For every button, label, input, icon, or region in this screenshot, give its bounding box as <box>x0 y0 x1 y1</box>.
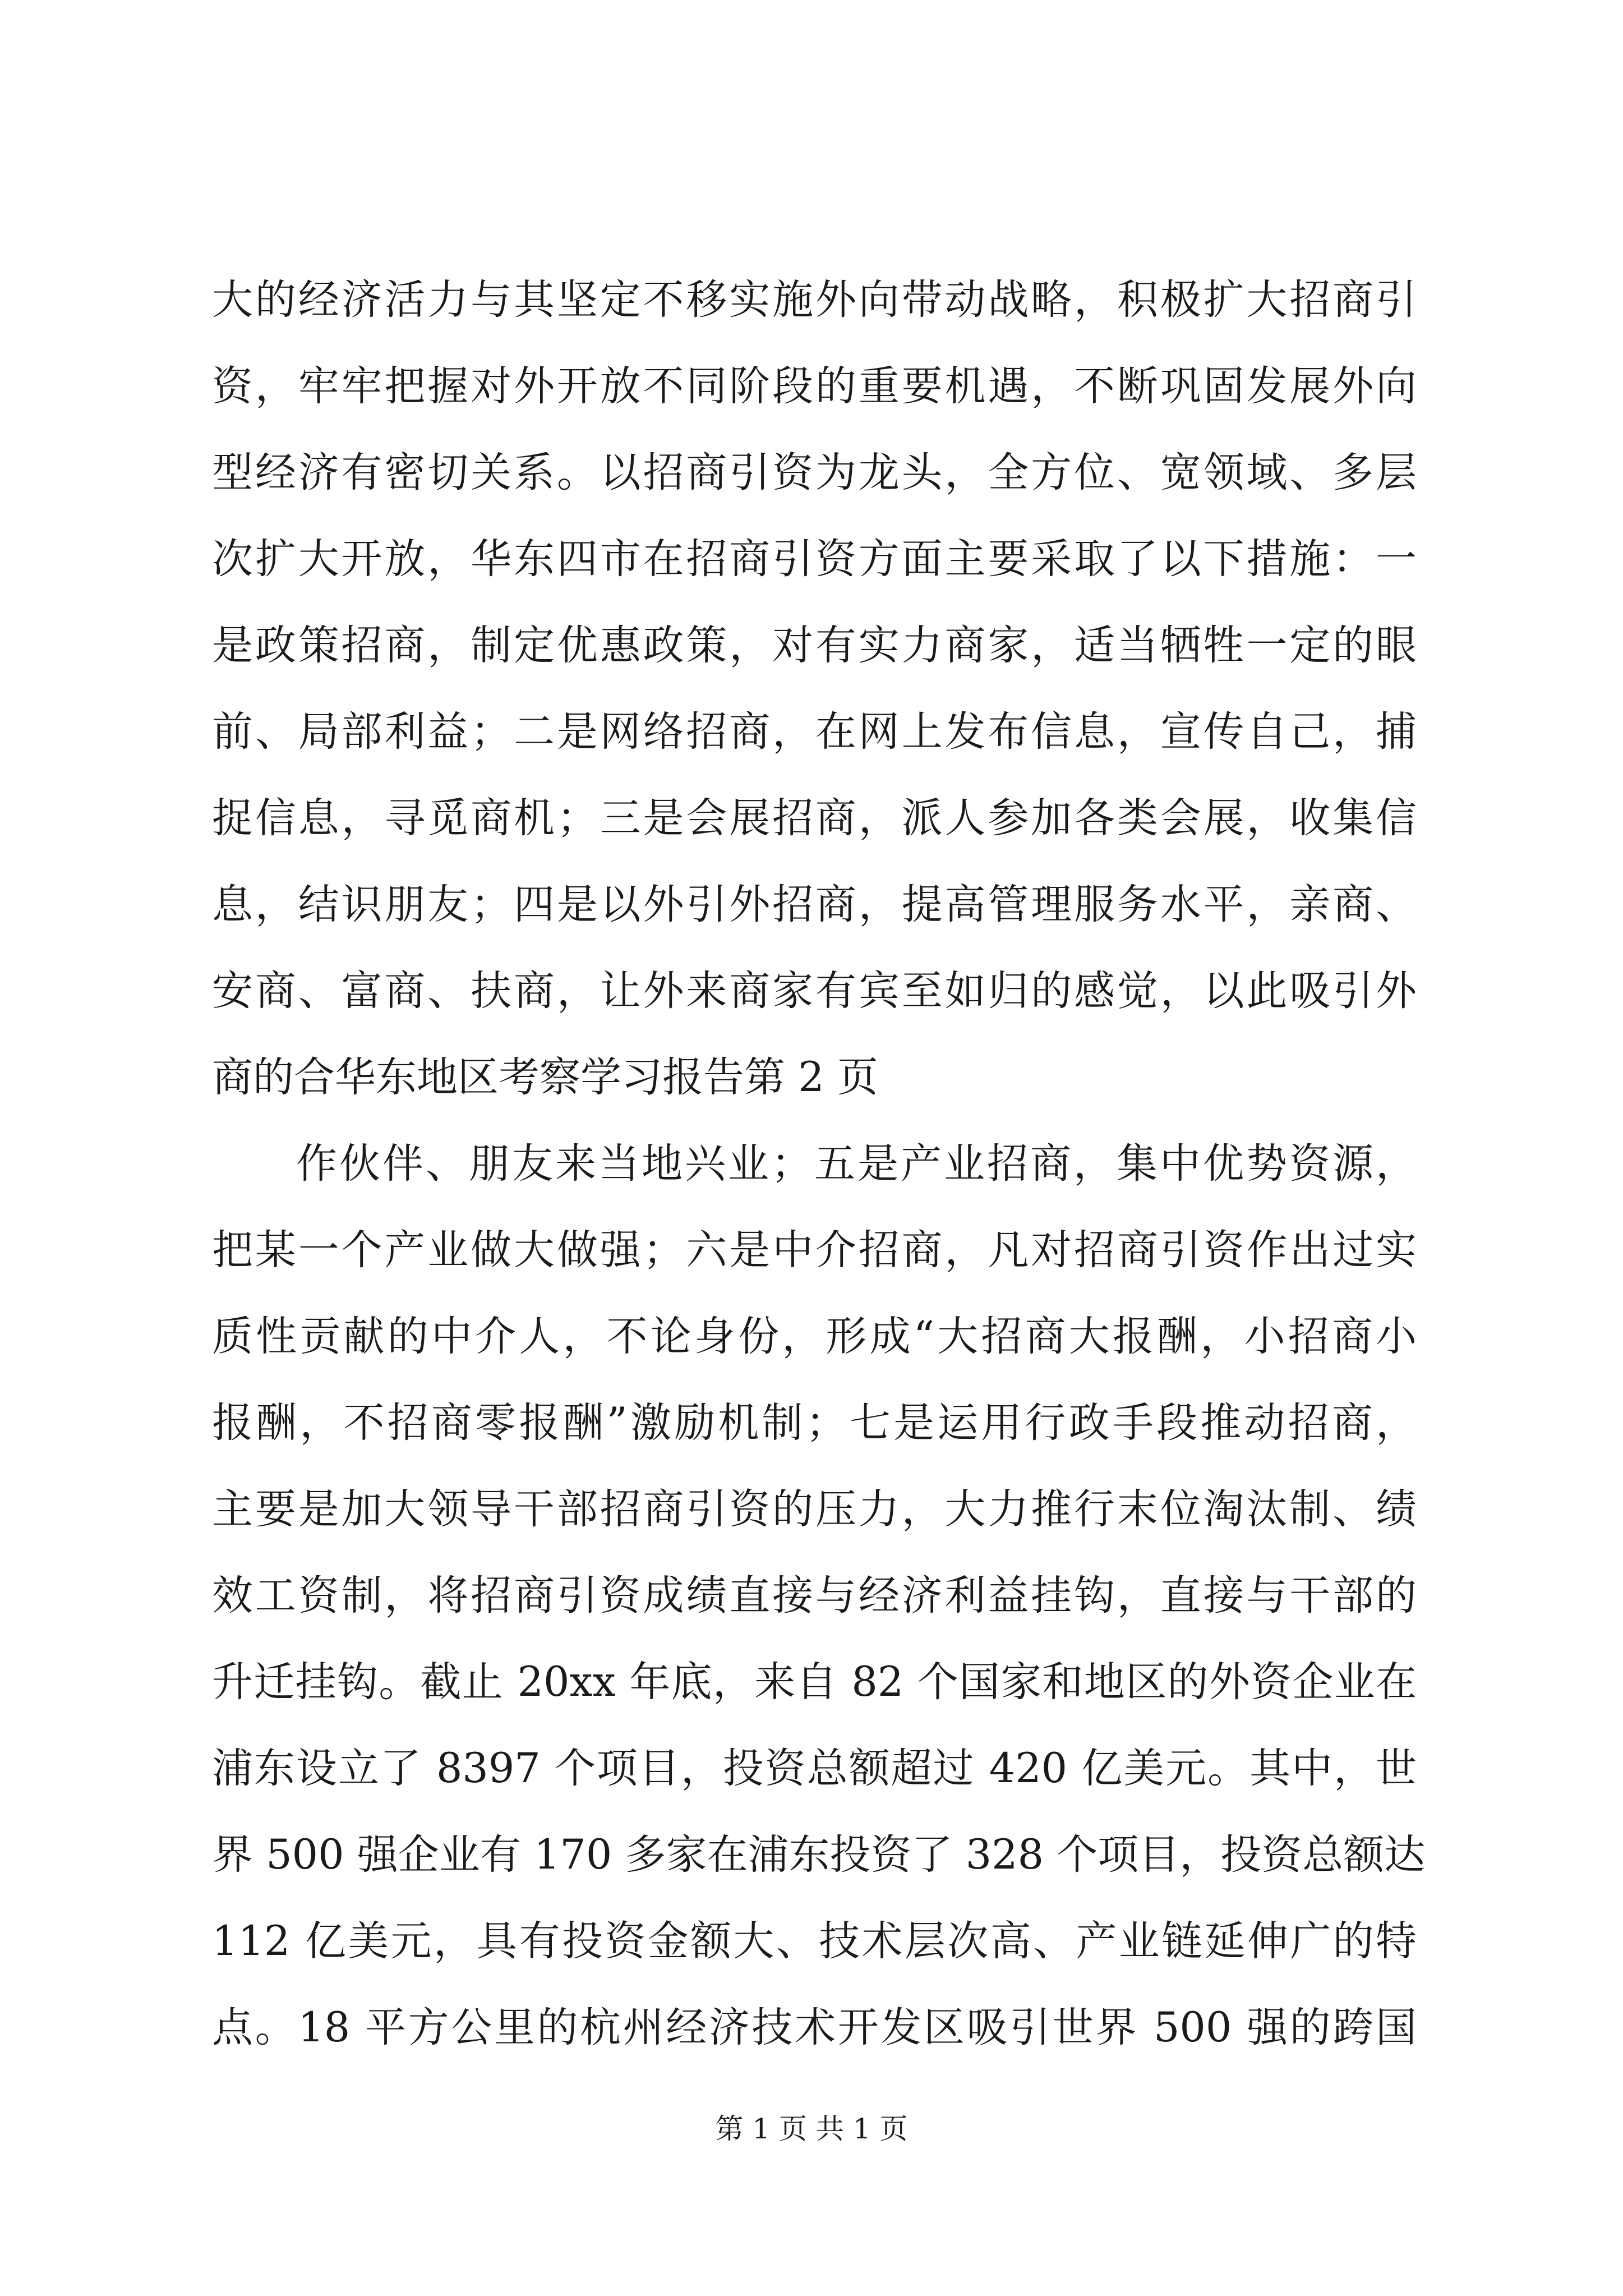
text-line-7: 捉信息，寻觅商机；三是会展招商，派人参加各类会展，收集信 <box>212 794 1417 842</box>
text-line-17: 升迁挂钩。截止 20xx 年底，来自 82 个国家和地区的外资企业在 <box>212 1658 1417 1706</box>
text-line-14: 报酬，不招商零报酬”激励机制；七是运用行政手段推动招商， <box>212 1399 1417 1447</box>
document-body <box>212 257 1426 2071</box>
text-line-21: 点。18 平方公里的杭州经济技术开发区吸引世界 500 强的跨国 <box>212 2004 1417 2051</box>
text-line-18: 浦东设立了 8397 个项目，投资总额超过 420 亿美元。其中，世 <box>212 1745 1417 1792</box>
page-footer <box>0 2109 1623 2148</box>
text-line-9: 安商、富商、扶商，让外来商家有宾至如归的感觉，以此吸引外 <box>212 967 1417 1015</box>
text-line-3: 型经济有密切关系。以招商引资为龙头，全方位、宽领域、多层 <box>212 449 1417 496</box>
page-number-label: 第 1 页 共 1 页 <box>715 2113 908 2145</box>
text-line-11: 作伙伴、朋友来当地兴业；五是产业招商，集中优势资源， <box>296 1140 1417 1188</box>
text-line-12: 把某一个产业做大做强；六是中介招商，凡对招商引资作出过实 <box>212 1226 1417 1274</box>
text-line-15: 主要是加大领导干部招商引资的压力，大力推行末位淘汰制、绩 <box>212 1485 1417 1533</box>
text-line-13: 质性贡献的中介人，不论身份，形成“大招商大报酬，小招商小 <box>212 1313 1417 1360</box>
text-line-2: 资，牢牢把握对外开放不同阶段的重要机遇，不断巩固发展外向 <box>212 362 1417 410</box>
text-line-8: 息，结识朋友；四是以外引外招商，提高管理服务水平，亲商、 <box>212 881 1417 928</box>
text-line-20: 112 亿美元，具有投资金额大、技术层次高、产业链延伸广的特 <box>212 1917 1417 1965</box>
text-line-4: 次扩大开放，华东四市在招商引资方面主要采取了以下措施：一 <box>212 535 1417 583</box>
text-line-16: 效工资制，将招商引资成绩直接与经济利益挂钩，直接与干部的 <box>212 1572 1417 1619</box>
text-line-6: 前、局部利益；二是网络招商，在网上发布信息，宣传自己，捕 <box>212 708 1417 756</box>
text-line-5: 是政策招商，制定优惠政策，对有实力商家，适当牺牲一定的眼 <box>212 622 1417 669</box>
text-line-19: 界 500 强企业有 170 多家在浦东投资了 328 个项目，投资总额达 <box>212 1831 1426 1879</box>
text-line-1: 大的经济活力与其坚定不移实施外向带动战略，积极扩大招商引 <box>212 276 1417 324</box>
text-line-10: 商的合华东地区考察学习报告第 2 页 <box>212 1053 878 1101</box>
